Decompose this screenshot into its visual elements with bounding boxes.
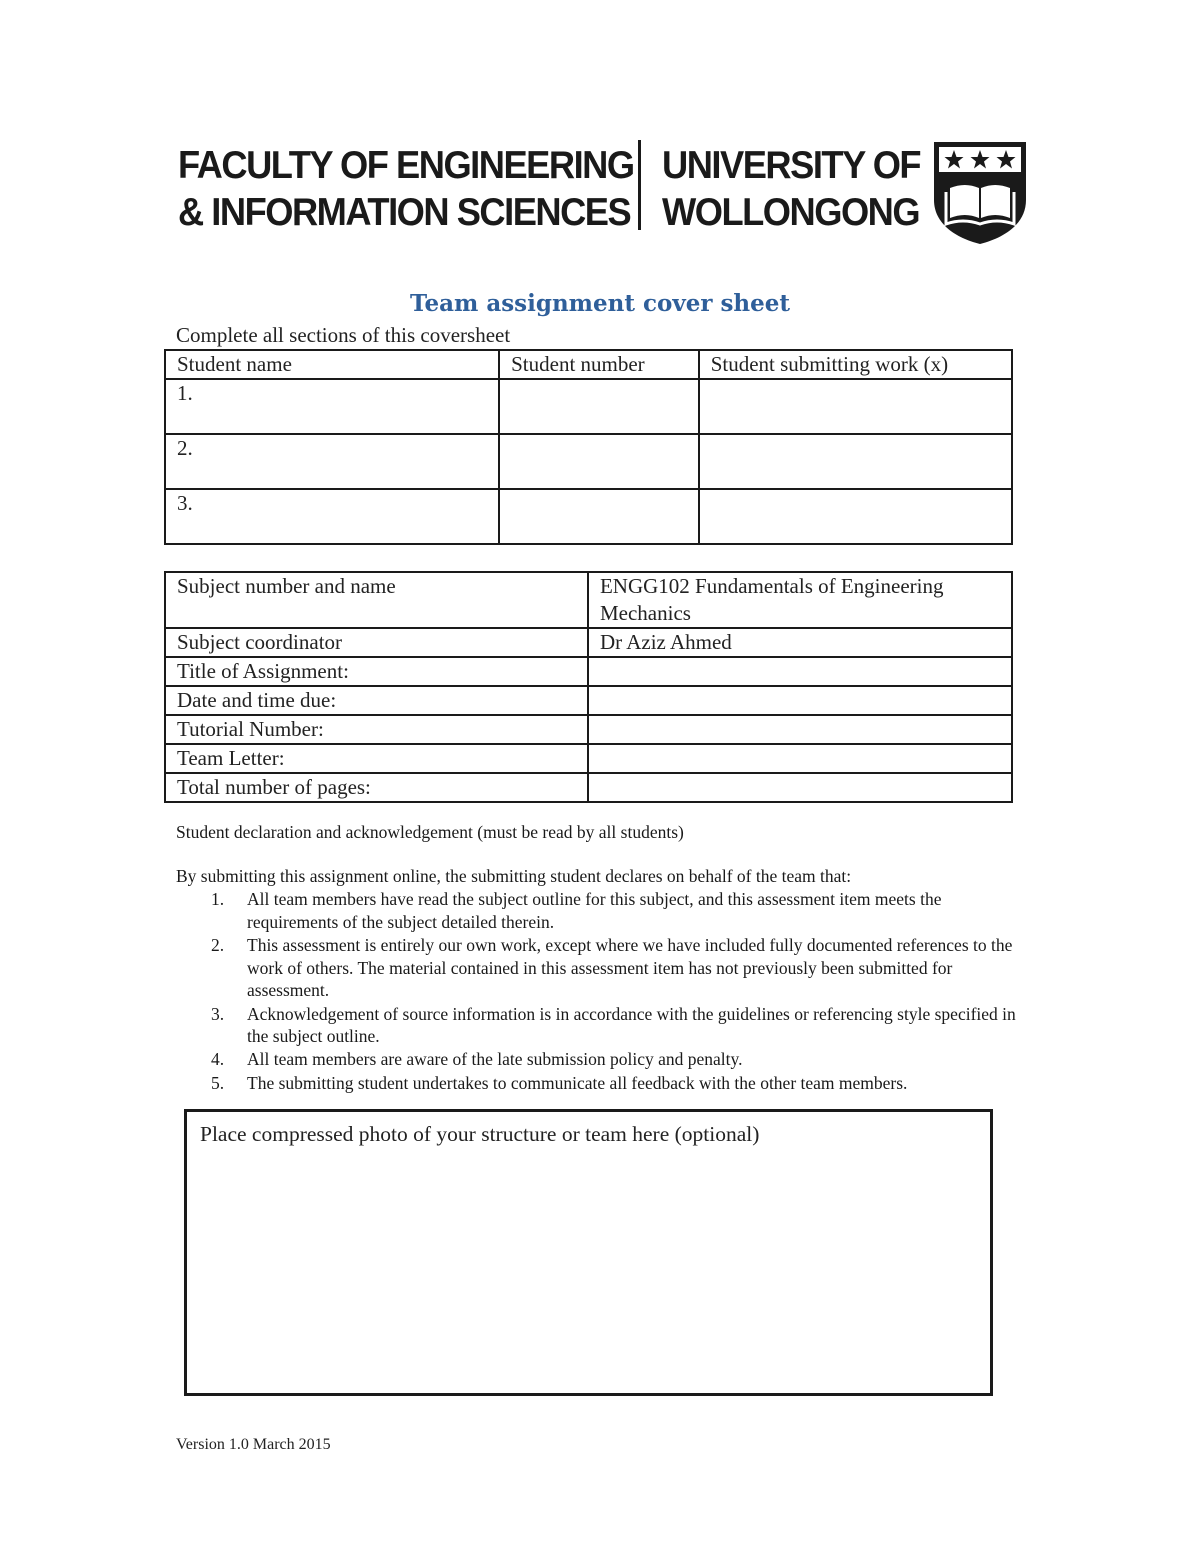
- student-number-field[interactable]: [499, 379, 699, 434]
- table-row: [165, 379, 1012, 434]
- list-item-text: Acknowledgement of source information is in accordance with the guidelines or referencing style specified in the subject outline.: [247, 1003, 1016, 1047]
- photo-placeholder-label: Place compressed photo of your structure or team here (optional): [200, 1122, 760, 1146]
- faculty-line-1: FACULTY OF ENGINEERING: [178, 144, 634, 187]
- subject-details-table: [164, 571, 1013, 803]
- table-row: [165, 657, 1012, 686]
- table-row: [165, 572, 1012, 628]
- list-item-number: 5.: [211, 1072, 225, 1093]
- team-letter-label: Team Letter:: [165, 744, 588, 773]
- coordinator-value[interactable]: Dr Aziz Ahmed: [588, 628, 1012, 657]
- declaration-intro: By submitting this assignment online, the submitting student declares on behalf of the team that:: [176, 866, 852, 886]
- list-item-text: The submitting student undertakes to communicate all feedback with the other team members.: [247, 1072, 908, 1093]
- list-item-text: All team members have read the subject outline for this subject, and this assessment item meets the requirements of the subject detailed therein.: [247, 889, 942, 932]
- tutorial-number-label: Tutorial Number:: [165, 715, 588, 744]
- table-row: [165, 715, 1012, 744]
- photo-placeholder-box[interactable]: [184, 1109, 993, 1396]
- coordinator-label: Subject coordinator: [165, 628, 588, 657]
- document-title: Team assignment cover sheet: [409, 290, 791, 317]
- university-line-1: UNIVERSITY OF: [662, 144, 921, 187]
- students-table: [164, 349, 1013, 545]
- student-name-field[interactable]: 2.: [165, 434, 499, 489]
- faculty-line-2: & INFORMATION SCIENCES: [178, 191, 631, 234]
- university-line-2: WOLLONGONG: [662, 191, 920, 234]
- declaration-heading: Student declaration and acknowledgement (must be read by all students): [176, 822, 684, 842]
- tutorial-number-field[interactable]: [588, 715, 1012, 744]
- university-wordmark: [662, 142, 921, 236]
- version-footer: Version 1.0 March 2015: [176, 1436, 331, 1453]
- total-pages-field[interactable]: [588, 773, 1012, 802]
- instruction-text: Complete all sections of this coversheet: [176, 323, 511, 347]
- header-student-number: Student number: [499, 350, 699, 379]
- team-letter-field[interactable]: [588, 744, 1012, 773]
- list-item: [176, 1048, 1026, 1071]
- assignment-title-label: Title of Assignment:: [165, 657, 588, 686]
- list-item-text: This assessment is entirely our own work, except where we have included fully documented references to the work of others. The material contained in this assessment item has not previously been submitted for assessment.: [247, 934, 1013, 1001]
- student-submitting-field[interactable]: [699, 379, 1012, 434]
- faculty-wordmark: [178, 142, 634, 236]
- students-table-header: [165, 350, 1012, 379]
- table-row: [165, 773, 1012, 802]
- list-item: [176, 888, 1026, 933]
- due-date-field[interactable]: [588, 686, 1012, 715]
- student-name-field[interactable]: 1.: [165, 379, 499, 434]
- student-submitting-field[interactable]: [699, 489, 1012, 544]
- list-item: [176, 1072, 1026, 1095]
- table-row: [165, 489, 1012, 544]
- subject-value[interactable]: ENGG102 Fundamentals of Engineering Mechanics: [588, 572, 1012, 628]
- student-name-field[interactable]: 3.: [165, 489, 499, 544]
- subject-label: Subject number and name: [165, 572, 588, 628]
- logo-divider: [638, 140, 641, 230]
- assignment-title-field[interactable]: [588, 657, 1012, 686]
- table-row: [165, 744, 1012, 773]
- due-date-label: Date and time due:: [165, 686, 588, 715]
- table-row: [165, 686, 1012, 715]
- university-crest-icon: [930, 138, 1030, 246]
- declaration-list: [176, 888, 1026, 1095]
- student-number-field[interactable]: [499, 489, 699, 544]
- list-item: [176, 934, 1026, 1002]
- list-item-number: 4.: [211, 1049, 225, 1070]
- total-pages-label: Total number of pages:: [165, 773, 588, 802]
- header-student-submitting: Student submitting work (x): [699, 350, 1012, 379]
- table-row: [165, 434, 1012, 489]
- header-student-name: Student name: [165, 350, 499, 379]
- list-item-number: 3.: [211, 1003, 225, 1024]
- list-item: [176, 1003, 1026, 1048]
- list-item-number: 2.: [211, 934, 225, 955]
- table-row: [165, 628, 1012, 657]
- list-item-text: All team members are aware of the late submission policy and penalty.: [247, 1049, 743, 1070]
- list-item-number: 1.: [211, 889, 225, 909]
- student-number-field[interactable]: [499, 434, 699, 489]
- student-submitting-field[interactable]: [699, 434, 1012, 489]
